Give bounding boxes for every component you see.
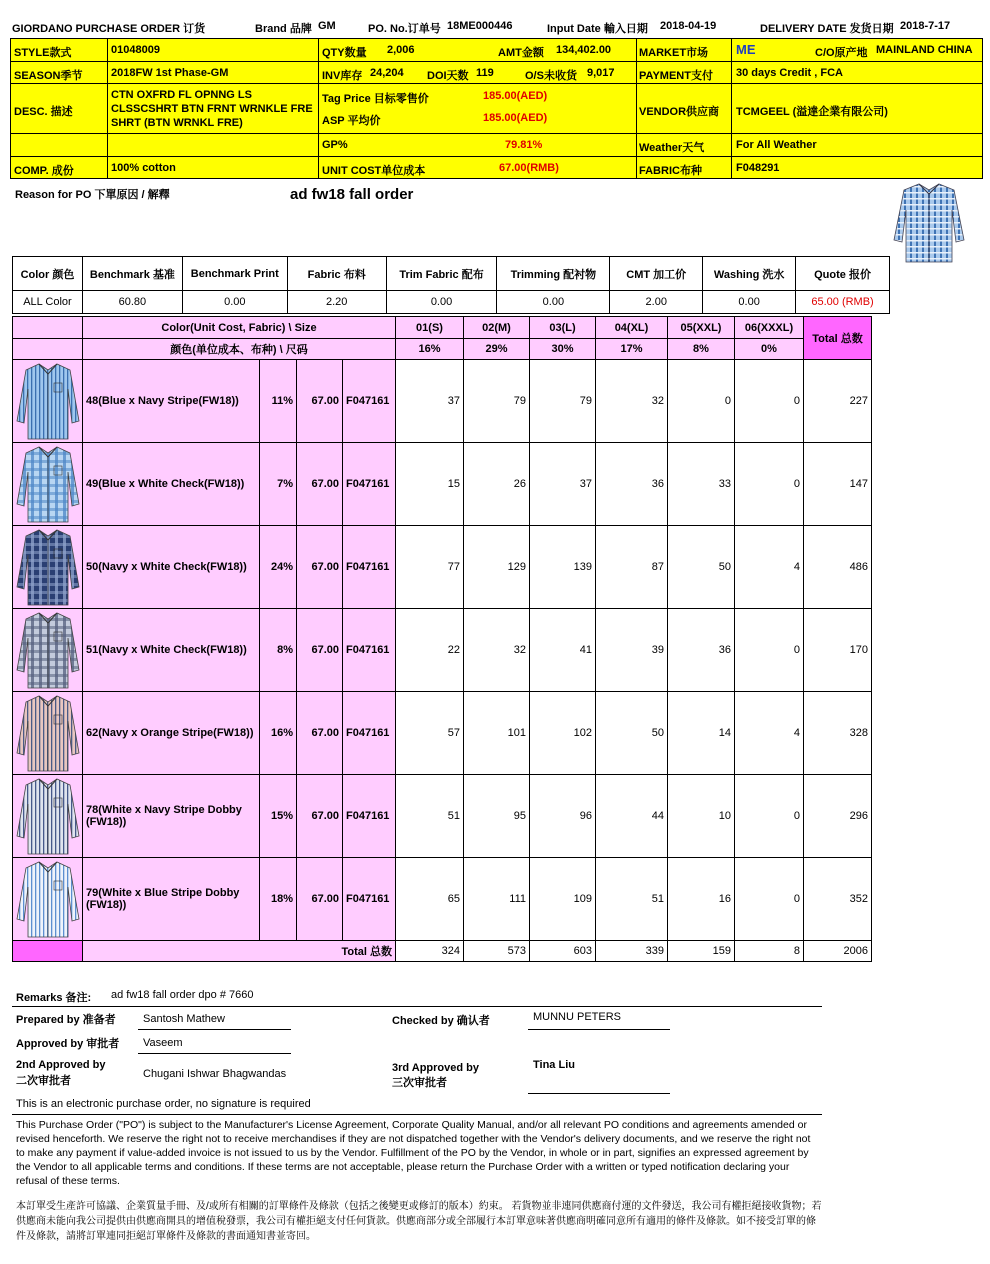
- grand-total: 2006: [804, 941, 872, 962]
- qty-l: 102: [530, 692, 596, 775]
- qty-label: QTY数量: [322, 47, 367, 59]
- qty-xxxl: 0: [735, 775, 804, 858]
- row-total: 328: [804, 692, 872, 775]
- color-name: 49(Blue x White Check(FW18)): [83, 443, 260, 526]
- outstanding-value: 9,017: [587, 67, 615, 79]
- order-info-panel: [10, 38, 983, 179]
- brand-value: GM: [318, 20, 336, 32]
- origin-label: C/O原产地: [815, 47, 868, 59]
- approved2-label-cn: 二次审批者: [16, 1075, 71, 1087]
- color-pct: 8%: [260, 609, 297, 692]
- size-breakdown-table: [12, 316, 872, 962]
- qty-l: 79: [530, 360, 596, 443]
- size-pct-xxl: 8%: [668, 339, 735, 360]
- qty-xxxl: 0: [735, 360, 804, 443]
- approved2-value: Chugani Ishwar Bhagwandas: [143, 1068, 287, 1080]
- row-total: 170: [804, 609, 872, 692]
- qty-m: 32: [464, 609, 530, 692]
- approved2-label: 2nd Approved by: [16, 1059, 106, 1071]
- prepared-value: Santosh Mathew: [143, 1013, 225, 1025]
- bench-head-fabric: Fabric 布料: [287, 257, 386, 291]
- style-label: STYLE款式: [14, 47, 72, 59]
- qty-m: 26: [464, 443, 530, 526]
- qty-xl: 39: [596, 609, 668, 692]
- size-head-xl: 04(XL): [596, 317, 668, 339]
- total-xxl: 159: [668, 941, 735, 962]
- qty-s: 15: [396, 443, 464, 526]
- color-fabric: F047161: [343, 526, 396, 609]
- checked-value: MUNNU PETERS: [533, 1011, 622, 1023]
- color-pct: 24%: [260, 526, 297, 609]
- size-pct-xxxl: 0%: [735, 339, 804, 360]
- unit-cost-label: UNIT COST单位成本: [322, 165, 426, 177]
- benchmark-header-row: [13, 257, 890, 291]
- qty-xxl: 50: [668, 526, 735, 609]
- color-unit-cost: 67.00: [297, 692, 343, 775]
- bench-val-quote: 65.00 (RMB): [796, 291, 890, 314]
- market-label: MARKET市场: [639, 47, 709, 59]
- season-label: SEASON季节: [14, 70, 83, 82]
- color-unit-cost: 67.00: [297, 443, 343, 526]
- color-pct: 11%: [260, 360, 297, 443]
- color-name: 79(White x Blue Stripe Dobby (FW18)): [83, 858, 260, 941]
- qty-xxl: 0: [668, 360, 735, 443]
- color-unit-cost: 67.00: [297, 609, 343, 692]
- checked-label: Checked by 确认者: [392, 1015, 490, 1027]
- qty-xl: 51: [596, 858, 668, 941]
- cost-benchmark-table: [12, 256, 890, 314]
- color-unit-cost: 67.00: [297, 858, 343, 941]
- row-total: 352: [804, 858, 872, 941]
- color-swatch-shirt: [15, 444, 81, 524]
- color-row: [13, 443, 872, 526]
- qty-m: 95: [464, 775, 530, 858]
- color-unit-cost: 67.00: [297, 526, 343, 609]
- bench-head-washing: Washing 洗水: [703, 257, 796, 291]
- size-pct-xl: 17%: [596, 339, 668, 360]
- po-header: [12, 20, 982, 36]
- bench-val-trimming: 0.00: [497, 291, 610, 314]
- color-swatch-shirt: [15, 361, 81, 441]
- qty-xxl: 36: [668, 609, 735, 692]
- color-image: [13, 692, 83, 775]
- approved3-label: 3rd Approved by: [392, 1062, 479, 1074]
- bench-val-washing: 0.00: [703, 291, 796, 314]
- payment-value: 30 days Credit , FCA: [736, 67, 843, 79]
- qty-l: 96: [530, 775, 596, 858]
- color-fabric: F047161: [343, 775, 396, 858]
- po-number-value: 18ME000446: [447, 20, 513, 32]
- color-swatch-shirt: [15, 776, 81, 856]
- qty-l: 109: [530, 858, 596, 941]
- company-title: GIORDANO PURCHASE ORDER 订货: [12, 23, 206, 35]
- approved-value: Vaseem: [143, 1037, 183, 1049]
- qty-s: 37: [396, 360, 464, 443]
- qty-xl: 87: [596, 526, 668, 609]
- season-value: 2018FW 1st Phase-GM: [111, 67, 229, 79]
- color-pct: 18%: [260, 858, 297, 941]
- delivery-date-value: 2018-7-17: [900, 20, 951, 32]
- qty-xxxl: 4: [735, 526, 804, 609]
- color-name: 48(Blue x Navy Stripe(FW18)): [83, 360, 260, 443]
- bench-val-cmt: 2.00: [610, 291, 703, 314]
- color-name: 78(White x Navy Stripe Dobby (FW18)): [83, 775, 260, 858]
- color-swatch-shirt: [15, 693, 81, 773]
- bench-val-fabric: 2.20: [287, 291, 386, 314]
- composition-label: COMP. 成份: [14, 165, 74, 177]
- size-pct-l: 30%: [530, 339, 596, 360]
- totals-row: [13, 941, 872, 962]
- terms-english: This Purchase Order ("PO") is subject to the Manufacturer's License Agreement, Corporate Quality Manual, and/or all relevant PO conditions and agreements amended or revised henceforth. We reserve the right not to receive merchandises if they are not dispatched together with the Vendor's delivery documents, and we reserve the right not to make any payment if value-added invoice is not issued to us by the Vendor. Fulfillment of the PO by the Vendor, in whole or in part, signifies an expressed agreement by the Vendor to all applicable terms and conditions. If these terms are not acceptable, please return the Purchase Order with a written or typed notification declaring your refusal of these terms.: [16, 1119, 811, 1187]
- inventory-label: INV库存: [322, 70, 363, 82]
- bench-val-trim-fabric: 0.00: [386, 291, 497, 314]
- product-shirt-image: [892, 180, 966, 264]
- row-total: 227: [804, 360, 872, 443]
- composition-value: 100% cotton: [111, 162, 176, 174]
- bench-head-print: Benchmark Print: [182, 257, 287, 291]
- asp-value: 185.00(AED): [483, 112, 548, 124]
- color-image: [13, 775, 83, 858]
- color-fabric: F047161: [343, 858, 396, 941]
- color-pct: 16%: [260, 692, 297, 775]
- qty-xl: 44: [596, 775, 668, 858]
- qty-xl: 32: [596, 360, 668, 443]
- delivery-date-label: DELIVERY DATE 发货日期: [760, 23, 894, 35]
- bench-val-benchmark: 60.80: [82, 291, 182, 314]
- qty-m: 79: [464, 360, 530, 443]
- qty-xxl: 33: [668, 443, 735, 526]
- input-date-value: 2018-04-19: [660, 20, 717, 32]
- color-unit-cost: 67.00: [297, 360, 343, 443]
- qty-m: 101: [464, 692, 530, 775]
- payment-label: PAYMENT支付: [639, 70, 713, 82]
- doi-value: 119: [476, 67, 494, 79]
- qty-value: 2,006: [387, 44, 415, 56]
- desc-label: DESC. 描述: [14, 106, 73, 118]
- grid-head-color-cn: 颜色(单位成本、布种) \ 尺码: [83, 339, 396, 360]
- qty-l: 37: [530, 443, 596, 526]
- size-head-s: 01(S): [396, 317, 464, 339]
- qty-s: 57: [396, 692, 464, 775]
- color-image: [13, 609, 83, 692]
- color-image: [13, 858, 83, 941]
- color-name: 51(Navy x White Check(FW18)): [83, 609, 260, 692]
- gp-label: GP%: [322, 139, 348, 151]
- color-row: [13, 692, 872, 775]
- size-head-xxl: 05(XXL): [668, 317, 735, 339]
- bench-head-benchmark: Benchmark 基准: [82, 257, 182, 291]
- origin-value: MAINLAND CHINA: [876, 44, 973, 56]
- color-image: [13, 526, 83, 609]
- total-s: 324: [396, 941, 464, 962]
- amt-label: AMT金额: [498, 47, 544, 59]
- footer-divider: [12, 1006, 822, 1007]
- color-pct: 7%: [260, 443, 297, 526]
- qty-m: 129: [464, 526, 530, 609]
- inventory-value: 24,204: [370, 67, 404, 79]
- color-name: 62(Navy x Orange Stripe(FW18)): [83, 692, 260, 775]
- fabric-value: F048291: [736, 162, 780, 174]
- total-xxxl: 8: [735, 941, 804, 962]
- bench-head-cmt: CMT 加工价: [610, 257, 703, 291]
- color-unit-cost: 67.00: [297, 775, 343, 858]
- color-swatch-shirt: [15, 527, 81, 607]
- tag-price-label: Tag Price 目标零售价: [322, 93, 429, 105]
- qty-xxl: 10: [668, 775, 735, 858]
- color-fabric: F047161: [343, 609, 396, 692]
- size-pct-m: 29%: [464, 339, 530, 360]
- row-total: 296: [804, 775, 872, 858]
- grid-pct-row: [13, 339, 872, 360]
- bench-head-color: Color 颜色: [13, 257, 83, 291]
- desc-value: CTN OXFRD FL OPNNG LS CLSSCSHRT BTN FRNT WRNKLE FRE SHRT (BTN WRNKL FRE): [111, 89, 313, 129]
- bench-head-quote: Quote 报价: [796, 257, 890, 291]
- color-fabric: F047161: [343, 443, 396, 526]
- color-row: [13, 526, 872, 609]
- qty-l: 139: [530, 526, 596, 609]
- color-name: 50(Navy x White Check(FW18)): [83, 526, 260, 609]
- qty-xl: 50: [596, 692, 668, 775]
- po-number-label: PO. No.订单号: [368, 23, 441, 35]
- approved-label: Approved by 审批者: [16, 1038, 120, 1050]
- grid-head-color: Color(Unit Cost, Fabric) \ Size: [83, 317, 396, 339]
- brand-label: Brand 品牌: [255, 23, 312, 35]
- market-value: ME: [736, 42, 756, 57]
- qty-s: 22: [396, 609, 464, 692]
- color-pct: 15%: [260, 775, 297, 858]
- amt-value: 134,402.00: [556, 44, 612, 56]
- reason-text: ad fw18 fall order: [290, 186, 414, 203]
- total-l: 603: [530, 941, 596, 962]
- bench-head-trimming: Trimming 配衬物: [497, 257, 610, 291]
- qty-s: 65: [396, 858, 464, 941]
- bench-val-color: ALL Color: [13, 291, 83, 314]
- approved3-label-cn: 三次审批者: [392, 1077, 447, 1089]
- input-date-label: Input Date 輸入日期: [547, 23, 648, 35]
- color-row: [13, 858, 872, 941]
- outstanding-label: O/S未收货: [525, 70, 577, 82]
- vendor-label: VENDOR供应商: [639, 106, 720, 118]
- bench-head-trim-fabric: Trim Fabric 配布: [386, 257, 497, 291]
- size-pct-s: 16%: [396, 339, 464, 360]
- qty-s: 77: [396, 526, 464, 609]
- grid-header-row: [13, 317, 872, 339]
- remarks-value: ad fw18 fall order dpo # 7660: [111, 989, 254, 1001]
- weather-label: Weather天气: [639, 142, 705, 154]
- terms-chinese: 本訂單受生產許可協議、企業質量手冊、及/或所有相關的訂單條件及條款（包括之後變更或修訂的版本）約束。 若貨物並非連同供應商付運的文件發送，我公司有權拒絕接收貨物；若供應商未能向我公司提供由供應商開具的增值稅發票，我公司有權拒絕支付任何貨款。供應商部分或全部履行本訂單意味著供應商明確同意所有適用的條件及條款。如不接受訂單的條件及條款，請將訂單連同拒絕訂單條件及條款的書面通知書並寄回。: [16, 1201, 822, 1242]
- weather-value: For All Weather: [736, 139, 817, 151]
- row-total: 486: [804, 526, 872, 609]
- qty-m: 111: [464, 858, 530, 941]
- fabric-label: FABRIC布种: [639, 165, 702, 177]
- color-fabric: F047161: [343, 692, 396, 775]
- color-image: [13, 443, 83, 526]
- qty-s: 51: [396, 775, 464, 858]
- asp-label: ASP 平均价: [322, 115, 381, 127]
- qty-xl: 36: [596, 443, 668, 526]
- tag-price-value: 185.00(AED): [483, 90, 548, 102]
- size-head-l: 03(L): [530, 317, 596, 339]
- qty-xxxl: 0: [735, 858, 804, 941]
- qty-xxl: 16: [668, 858, 735, 941]
- size-head-xxxl: 06(XXXL): [735, 317, 804, 339]
- vendor-value: TCMGEEL (溢達企業有限公司): [736, 106, 888, 118]
- color-swatch-shirt: [15, 859, 81, 939]
- color-fabric: F047161: [343, 360, 396, 443]
- qty-xxxl: 0: [735, 609, 804, 692]
- style-value: 01048009: [111, 44, 160, 56]
- total-head: Total 总数: [804, 317, 872, 360]
- bench-val-print: 0.00: [182, 291, 287, 314]
- doi-label: DOI天数: [427, 70, 469, 82]
- approved3-value: Tina Liu: [533, 1059, 575, 1071]
- qty-xxxl: 4: [735, 692, 804, 775]
- color-swatch-shirt: [15, 610, 81, 690]
- color-row: [13, 609, 872, 692]
- unit-cost-value: 67.00(RMB): [499, 162, 559, 174]
- total-xl: 339: [596, 941, 668, 962]
- color-image: [13, 360, 83, 443]
- gp-value: 79.81%: [505, 139, 543, 151]
- benchmark-value-row: [13, 291, 890, 314]
- remarks-label: Remarks 备注:: [16, 992, 92, 1004]
- prepared-label: Prepared by 准备者: [16, 1014, 116, 1026]
- qty-l: 41: [530, 609, 596, 692]
- color-row: [13, 775, 872, 858]
- reason-label: Reason for PO 下單原因 / 解釋: [15, 189, 170, 201]
- electronic-note: This is an electronic purchase order, no signature is required: [16, 1098, 311, 1110]
- totals-label: Total 总数: [83, 941, 396, 962]
- color-row: [13, 360, 872, 443]
- size-head-m: 02(M): [464, 317, 530, 339]
- qty-xxxl: 0: [735, 443, 804, 526]
- qty-xxl: 14: [668, 692, 735, 775]
- row-total: 147: [804, 443, 872, 526]
- total-m: 573: [464, 941, 530, 962]
